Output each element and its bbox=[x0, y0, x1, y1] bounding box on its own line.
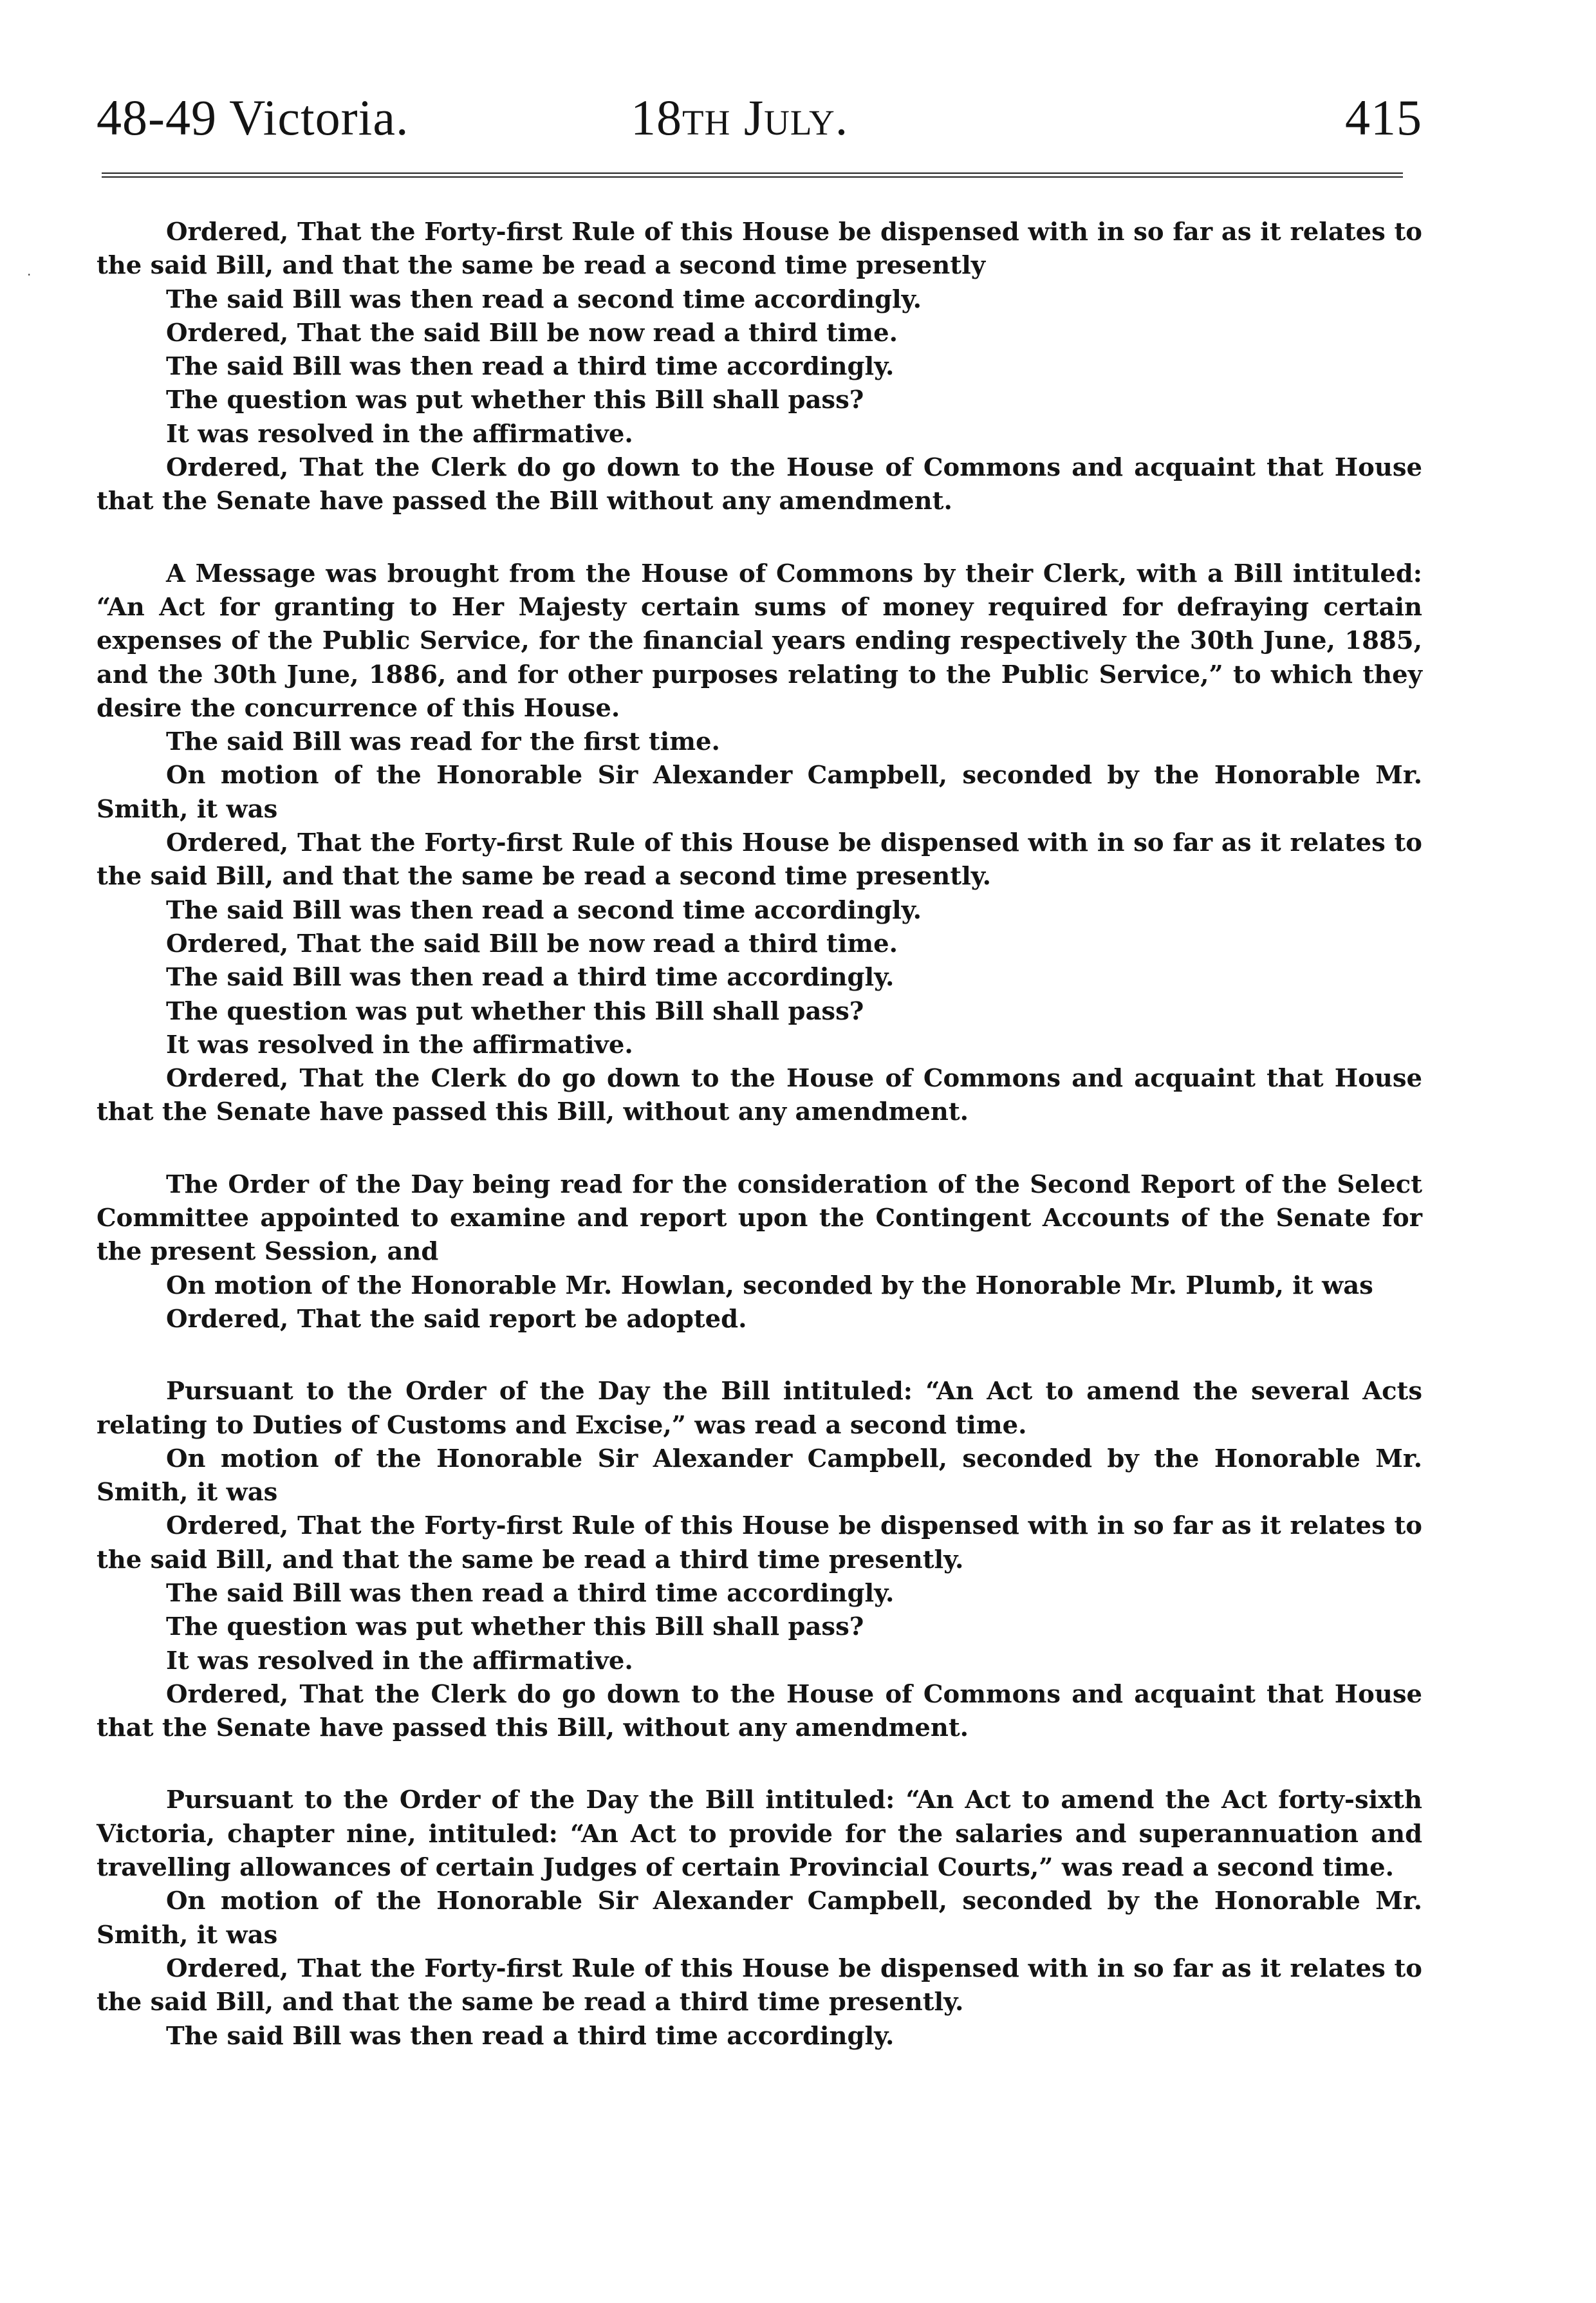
entry-paragraph: The said Bill was then read a third time accordingly. bbox=[166, 2021, 895, 2051]
entry-paragraph: Ordered, That the Forty-first Rule of this House be dispensed with in so far as it relates to the said Bill, and that the same be read a third time presently. bbox=[97, 1511, 1422, 1574]
entry-paragraph: The said Bill was then read a second time accordingly. bbox=[166, 895, 922, 925]
header-session: 48-49 Victoria. bbox=[97, 89, 409, 145]
entry-paragraph: On motion of the Honorable Sir Alexander Campbell, seconded by the Honorable Mr. Smith, it was bbox=[97, 761, 1422, 824]
margin-mark: ‧ bbox=[27, 267, 32, 283]
entry-paragraph: The Order of the Day being read for the consideration of the Second Report of the Select Committee appointed to examine and report upon the Contingent Accounts of the Senate for the present Session, and bbox=[97, 1170, 1422, 1267]
entry-paragraph: The said Bill was then read a second time accordingly. bbox=[166, 284, 922, 314]
journal-page bbox=[97, 77, 1422, 174]
entry-paragraph: Pursuant to the Order of the Day the Bill intituled: “An Act to amend the several Acts relating to Duties of Customs and Excise,” was read a second time. bbox=[97, 1377, 1422, 1440]
entry-paragraph: A Message was brought from the House of Commons by their Clerk, with a Bill intituled: “An Act for granting to Her Majesty certain sums of money required for defraying certain expenses of the Public Service, for the financial years ending respectively the 30th June, 1885, and the 30th June, 1886, and for other purposes relating to the Public Service,” to which they desire the concurrence of this House. bbox=[97, 559, 1422, 723]
entry-paragraph: It was resolved in the affirmative. bbox=[166, 1646, 633, 1675]
entry-paragraph: Ordered, That the said report be adopted. bbox=[166, 1304, 747, 1334]
entry-paragraph: Ordered, That the Forty-first Rule of this House be dispensed with in so far as it relates to the said Bill, and that the same be read a third time presently. bbox=[97, 1953, 1422, 2017]
journal-entry bbox=[97, 1375, 1422, 1745]
page-number: 415 bbox=[1345, 89, 1422, 145]
entry-paragraph: The question was put whether this Bill shall pass? bbox=[166, 1612, 864, 1642]
journal-body bbox=[97, 216, 1422, 2092]
entry-paragraph: Ordered, That the said Bill be now read a third time. bbox=[166, 318, 898, 348]
entry-paragraph: It was resolved in the affirmative. bbox=[166, 419, 633, 449]
journal-entry bbox=[97, 557, 1422, 1130]
journal-entry bbox=[97, 1168, 1422, 1336]
entry-paragraph: The question was put whether this Bill shall pass? bbox=[166, 386, 864, 415]
header-date: 18th July. bbox=[631, 89, 849, 145]
entry-paragraph: On motion of the Honorable Sir Alexander Campbell, seconded by the Honorable Mr. Smith, it was bbox=[97, 1887, 1422, 1950]
entry-paragraph: Ordered, That the Clerk do go down to the House of Commons and acquaint that House that the Senate have passed this Bill, without any amendment. bbox=[97, 1679, 1422, 1743]
entry-paragraph: Ordered, That the Clerk do go down to the House of Commons and acquaint that House that the Senate have passed this Bill, without any amendment. bbox=[97, 1064, 1422, 1127]
journal-entry bbox=[97, 1784, 1422, 2053]
entry-paragraph: On motion of the Honorable Mr. Howlan, seconded by the Honorable Mr. Plumb, it was bbox=[166, 1271, 1373, 1300]
entry-paragraph: The said Bill was then read a third time accordingly. bbox=[166, 352, 895, 382]
entry-paragraph: It was resolved in the affirmative. bbox=[166, 1030, 633, 1059]
entry-paragraph: Ordered, That the Forty-first Rule of this House be dispensed with in so far as it relates to the said Bill, and that the same be read a second time presently bbox=[97, 218, 1422, 281]
entry-paragraph: The question was put whether this Bill shall pass? bbox=[166, 996, 864, 1026]
header-rule bbox=[102, 172, 1403, 179]
entry-paragraph: Ordered, That the Forty-first Rule of this House be dispensed with in so far as it relates to the said Bill, and that the same be read a second time presently. bbox=[97, 828, 1422, 891]
entry-paragraph: Ordered, That the said Bill be now read a third time. bbox=[166, 929, 898, 958]
journal-entry bbox=[97, 216, 1422, 519]
entry-paragraph: Ordered, That the Clerk do go down to the House of Commons and acquaint that House that the Senate have passed the Bill without any amendment. bbox=[97, 453, 1422, 516]
entry-paragraph: The said Bill was read for the first time. bbox=[166, 727, 720, 757]
entry-paragraph: On motion of the Honorable Sir Alexander Campbell, seconded by the Honorable Mr. Smith, it was bbox=[97, 1444, 1422, 1507]
entry-paragraph: The said Bill was then read a third time accordingly. bbox=[166, 963, 895, 993]
entry-paragraph: The said Bill was then read a third time accordingly. bbox=[166, 1578, 895, 1608]
entry-paragraph: Pursuant to the Order of the Day the Bill intituled: “An Act to amend the Act forty-sixth Victoria, chapter nine, intituled: “An Act to provide for the salaries and superannuation and travelling allowances of certain Judges of certain Provincial Courts,” was read a second time. bbox=[97, 1786, 1422, 1883]
running-header bbox=[97, 77, 1422, 174]
